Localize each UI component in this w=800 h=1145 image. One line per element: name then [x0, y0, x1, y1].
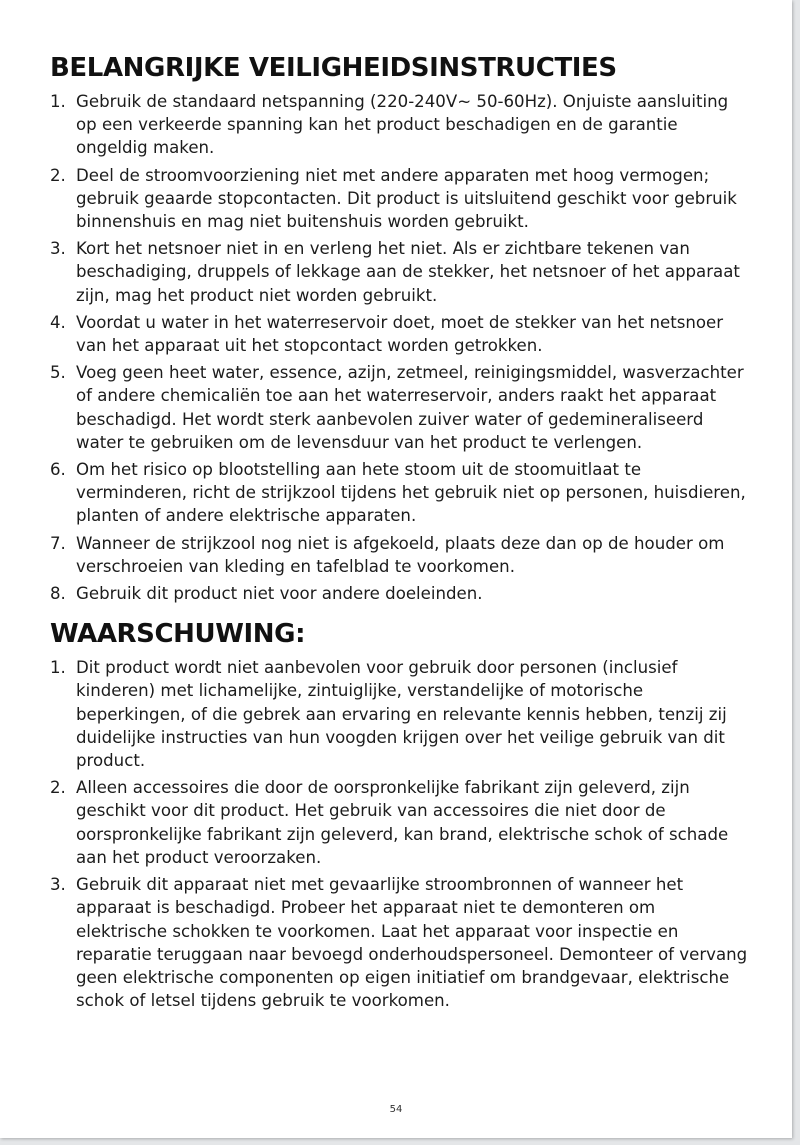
item-number: 4.	[50, 312, 66, 332]
page-content	[50, 50, 750, 1016]
page-number: 54	[389, 1104, 403, 1115]
item-text: Voordat u water in het waterreservoir doet, moet de stekker van het netsnoer van het apparaat uit het stopcontact worden getrokken.	[76, 312, 724, 356]
item-number: 3.	[50, 239, 66, 259]
item-text: Alleen accessoires die door de oorspronkelijke fabrikant zijn geleverd, zijn geschikt voor dit product. Het gebruik van accessoires die niet door de oorspronkelijke fabrikant zijn geleverd, kan brand, elektrische schok of schade aan het product veroorzaken.	[76, 778, 729, 867]
warning-list	[50, 656, 750, 1012]
item-text: Gebruik dit product niet voor andere doeleinden.	[76, 584, 483, 604]
item-text: Kort het netsnoer niet in en verleng het niet. Als er zichtbare tekenen van beschadiging, druppels of lekkage aan de stekker, het netsnoer of het apparaat zijn, mag het product niet worden gebruikt.	[76, 239, 740, 305]
safety-instructions-list	[50, 90, 750, 605]
list-item	[50, 776, 750, 869]
item-text: Gebruik dit apparaat niet met gevaarlijke stroombronnen of wanneer het apparaat is beschadigd. Probeer het apparaat niet te demonteren om elektrische schokken te voorkomen. Laat het apparaat voor inspectie en reparatie teruggaan naar bevoegd onderhoudspersoneel. Demonteer of vervang geen elektrische componenten op eigen initiatief om brandgevaar, elektrische schok of letsel tijdens gebruik te voorkomen.	[76, 875, 748, 1011]
list-item	[50, 311, 750, 357]
warning-heading: WAARSCHUWING:	[50, 619, 306, 650]
item-text: Om het risico op blootstelling aan hete stoom uit de stoomuitlaat te verminderen, richt de strijkzool tijdens het gebruik niet op personen, huisdieren, planten of andere elektrische apparaten.	[76, 460, 746, 526]
item-text: Voeg geen heet water, essence, azijn, zetmeel, reinigingsmiddel, wasverzachter of andere chemicaliën toe aan het waterreservoir, anders raakt het apparaat beschadigd. Het wordt sterk aanbevolen zuiver water of gedemineraliseerd water te gebruiken om de levensduur van het product te verlengen.	[76, 363, 744, 452]
item-number: 2.	[50, 778, 66, 798]
list-item	[50, 237, 750, 307]
safety-heading: BELANGRIJKE VEILIGHEIDSINSTRUCTIES	[50, 53, 617, 83]
item-number: 6.	[50, 460, 66, 480]
item-number: 8.	[50, 584, 66, 604]
item-text: Dit product wordt niet aanbevolen voor gebruik door personen (inclusief kinderen) met lichamelijke, zintuiglijke, verstandelijke of motorische beperkingen, of die gebrek aan ervaring en relevante kennis hebben, tenzij zij duidelijke instructies van hun voogden krijgen over het veilige gebruik van dit product.	[76, 658, 727, 771]
list-item	[50, 458, 750, 528]
item-text: Deel de stroomvoorziening niet met andere apparaten met hoog vermogen; gebruik geaarde stopcontacten. Dit product is uitsluitend geschikt voor gebruik binnenshuis en mag niet buitenshuis worden gebruikt.	[76, 165, 737, 232]
item-number: 5.	[50, 363, 66, 383]
item-number: 1.	[50, 658, 66, 678]
list-item	[50, 361, 750, 454]
item-number: 3.	[50, 875, 66, 895]
list-item	[50, 873, 750, 1012]
item-number: 2.	[50, 165, 66, 185]
list-item	[50, 164, 750, 234]
list-item	[50, 582, 750, 605]
item-number: 7.	[50, 533, 66, 553]
list-item	[50, 532, 750, 578]
item-text: Gebruik de standaard netspanning (220-240V~ 50-60Hz). Onjuiste aansluiting op een verkeerde spanning kan het product beschadigen en de garantie ongeldig maken.	[76, 92, 729, 158]
list-item	[50, 90, 750, 160]
item-number: 1.	[50, 92, 66, 111]
list-item	[50, 656, 750, 772]
item-text: Wanneer de strijkzool nog niet is afgekoeld, plaats deze dan op de houder om verschroeien van kleding en tafelblad te voorkomen.	[76, 533, 725, 576]
